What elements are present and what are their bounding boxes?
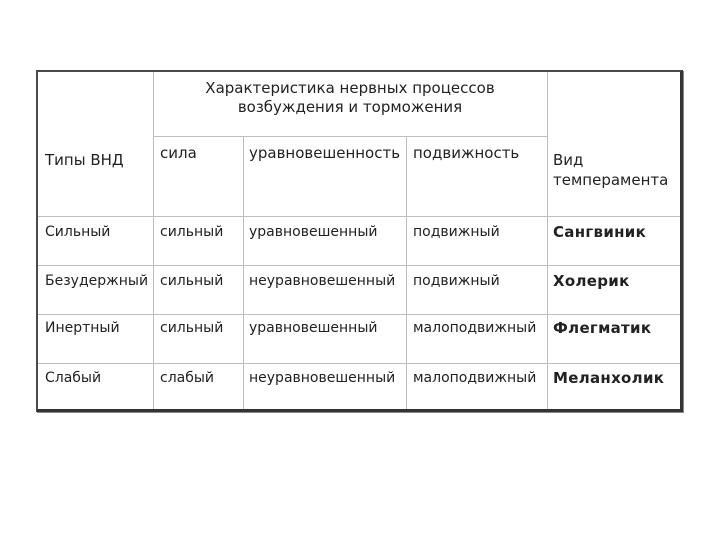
row-4-temperament: Меланхолик	[553, 369, 665, 387]
row-1-mobility: подвижный	[413, 224, 500, 240]
header-col-strength: сила	[160, 144, 197, 162]
row-3-mobility: малоподвижный	[413, 320, 537, 336]
header-group-title-line1: Характеристика нервных процессов	[205, 79, 495, 97]
grid-line-col1	[153, 72, 154, 409]
row-3-strength: сильный	[160, 320, 224, 336]
row-2-strength: сильный	[160, 273, 224, 289]
row-2-mobility: подвижный	[413, 273, 500, 289]
row-1-type: Сильный	[45, 224, 111, 240]
row-2-temperament: Холерик	[553, 272, 630, 290]
grid-line-row2	[38, 314, 680, 315]
temperament-table	[36, 70, 683, 412]
row-2-balance: неуравновешенный	[249, 273, 396, 289]
grid-line-row1	[38, 265, 680, 266]
row-1-temperament: Сангвиник	[553, 223, 647, 241]
grid-line-col2	[243, 136, 244, 409]
row-2-type: Безудержный	[45, 273, 149, 289]
row-4-type: Слабый	[45, 370, 102, 386]
row-3-type: Инертный	[45, 320, 120, 336]
grid-line-header-bottom	[38, 216, 680, 217]
grid-line-col3	[406, 136, 407, 409]
row-3-balance: уравновешенный	[249, 320, 378, 336]
row-4-strength: слабый	[160, 370, 215, 386]
row-4-mobility: малоподвижный	[413, 370, 537, 386]
grid-line-subheader	[153, 136, 547, 137]
row-1-strength: сильный	[160, 224, 224, 240]
grid-line-row3	[38, 363, 680, 364]
header-group-title-line2: возбуждения и торможения	[237, 98, 463, 116]
header-types-label: Типы ВНД	[45, 151, 124, 169]
grid-line-col4	[547, 72, 548, 409]
row-3-temperament: Флегматик	[553, 319, 652, 337]
row-4-balance: неуравновешенный	[249, 370, 396, 386]
header-col-mobility: подвижность	[413, 144, 520, 162]
header-temperament-line1: Вид	[553, 151, 584, 169]
header-temperament-line2: темперамента	[553, 171, 669, 189]
row-1-balance: уравновешенный	[249, 224, 378, 240]
header-col-balance: уравновешенность	[249, 144, 401, 162]
